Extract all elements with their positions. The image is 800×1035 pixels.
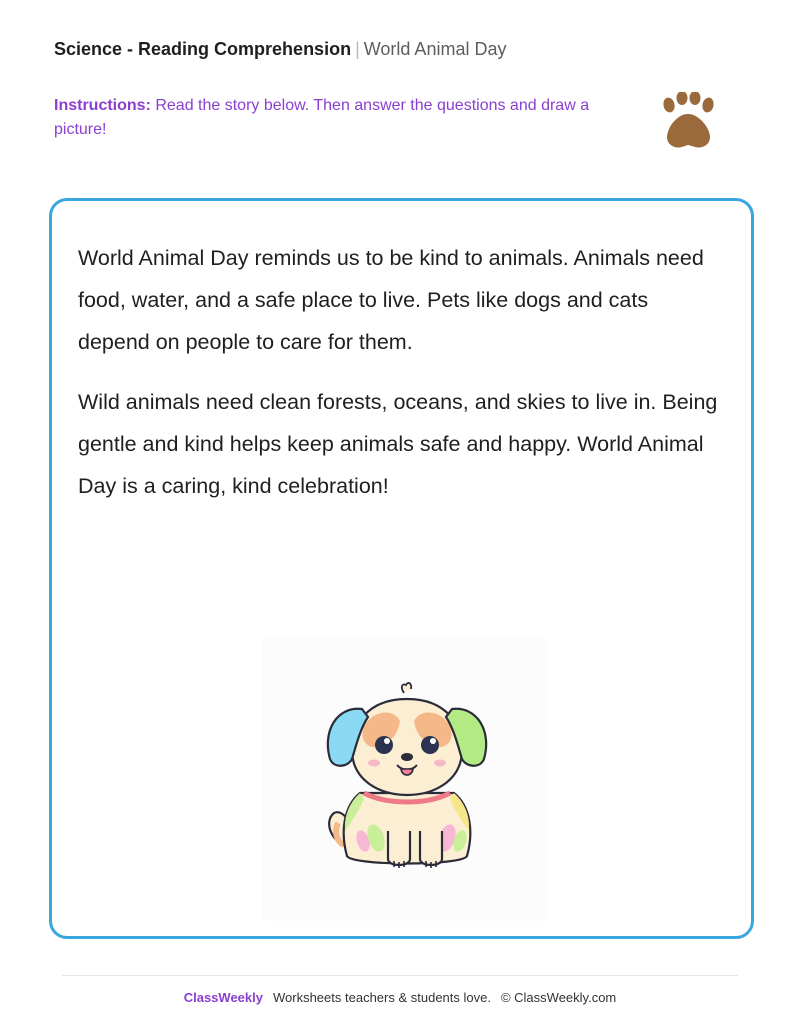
paw-print-icon xyxy=(655,92,719,152)
header-separator: | xyxy=(355,39,360,59)
footer-copyright: © ClassWeekly.com xyxy=(500,990,617,1005)
footer-divider xyxy=(62,975,738,976)
instructions-label: Instructions: xyxy=(54,97,151,114)
footer xyxy=(0,990,800,1005)
instructions-text: Read the story below. Then answer the questions and draw a picture! xyxy=(54,97,590,138)
story-paragraph-1: World Animal Day reminds us to be kind to animals. Animals need food, water, and a safe place to live. Pets like dogs and cats depend on people to care for them. xyxy=(78,246,704,354)
story-paragraph-2: Wild animals need clean forests, oceans, and skies to live in. Being gentle and kind helps keep animals safe and happy. World Animal Day is a caring, kind celebration! xyxy=(78,390,718,498)
topic-title: World Animal Day xyxy=(363,39,507,59)
footer-tagline: Worksheets teachers & students love. xyxy=(272,990,491,1005)
instructions xyxy=(54,94,614,142)
story-box xyxy=(49,198,754,939)
puppy-illustration xyxy=(302,681,512,876)
story-text xyxy=(78,237,718,525)
footer-brand: ClassWeekly xyxy=(183,990,263,1005)
subject-title: Science - Reading Comprehension xyxy=(54,39,352,59)
worksheet-header xyxy=(54,38,754,60)
